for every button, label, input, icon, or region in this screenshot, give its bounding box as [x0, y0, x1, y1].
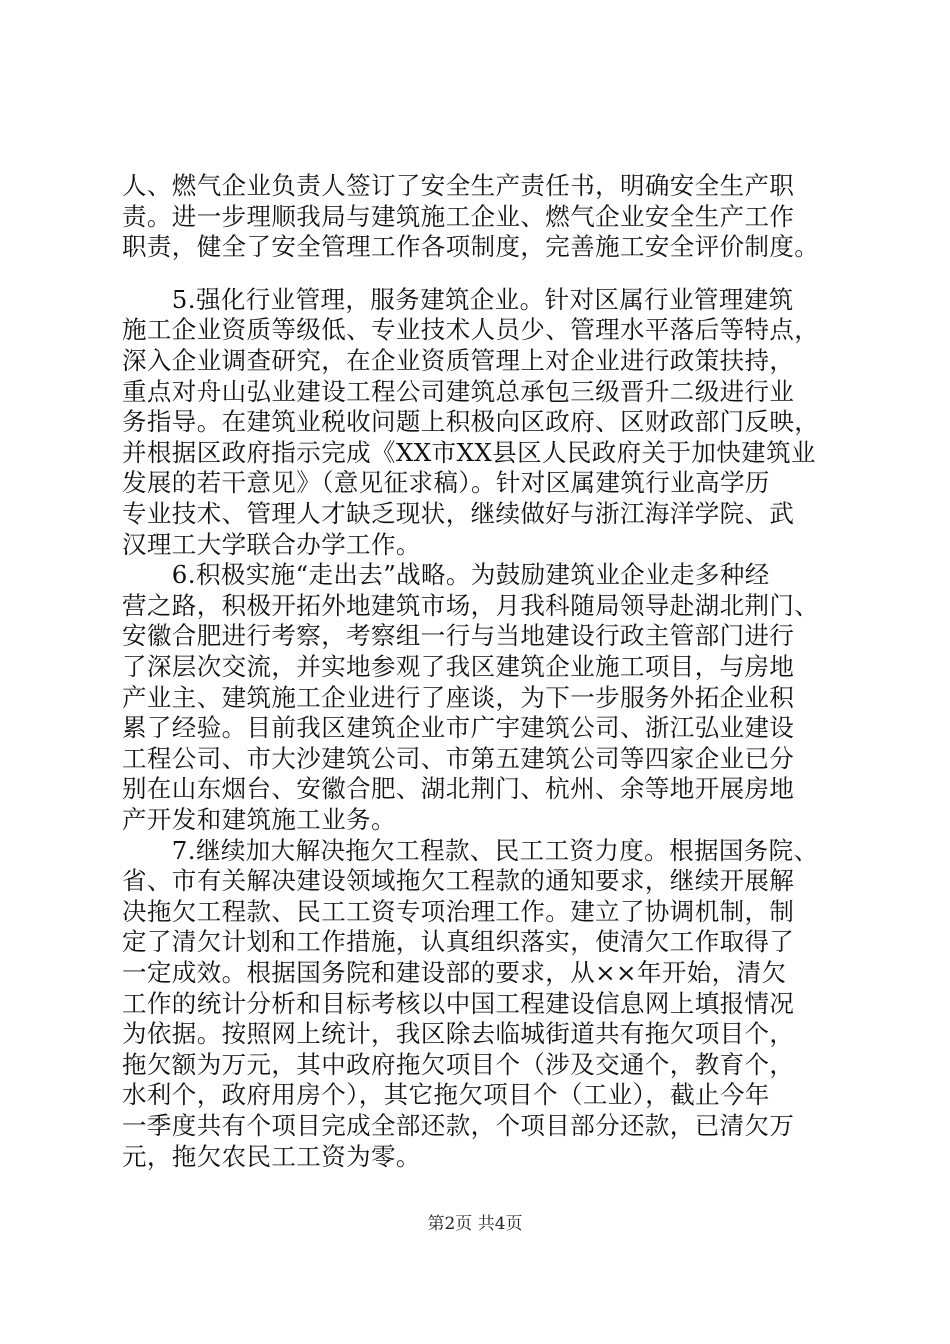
text-line: 重点对舟山弘业建设工程公司建筑总承包三级晋升二级进行业: [122, 376, 795, 406]
text-line: 专业技术、管理人才缺乏现状，继续做好与浙江海洋学院、武: [122, 499, 795, 528]
text-line: 一定成效。根据国务院和建设部的要求，从××年开始，清欠: [122, 958, 787, 987]
text-line: 定了清欠计划和工作措施，认真组织落实，使清欠工作取得了: [122, 927, 795, 957]
text-line: 5.强化行业管理，服务建筑企业。针对区属行业管理建筑: [122, 284, 794, 314]
text-line: 职责，健全了安全管理工作各项制度，完善施工安全评价制度。: [122, 232, 820, 262]
text-line: 施工企业资质等级低、专业技术人员少、管理水平落后等特点，: [122, 315, 820, 345]
text-line: 为依据。按照网上统计，我区除去临城街道共有拖欠项目个，: [122, 1019, 795, 1049]
text-line: 发展的若干意见》（意见征求稿）。针对区属建筑行业高学历: [122, 468, 770, 498]
text-line: 拖欠额为万元，其中政府拖欠项目个（涉及交通个，教育个，: [122, 1049, 795, 1079]
text-line: 决拖欠工程款、民工工资专项治理工作。建立了协调机制，制: [122, 896, 795, 926]
text-line: 7.继续加大解决拖欠工程款、民工工资力度。根据国务院、: [122, 835, 819, 865]
text-line: 了深层次交流，并实地参观了我区建筑企业施工项目，与房地: [122, 652, 795, 681]
text-line: 务指导。在建筑业税收问题上积极向区政府、区财政部门反映，: [122, 407, 820, 437]
text-line: 累了经验。目前我区建筑企业市广宇建筑公司、浙江弘业建设: [122, 713, 795, 743]
text-line: 汉理工大学联合办学工作。: [122, 529, 421, 559]
text-line: 并根据区政府指示完成《XX市XX县区人民政府关于加快建筑业: [122, 437, 816, 467]
text-line: 产业主、建筑施工企业进行了座谈，为下一步服务外拓企业积: [122, 682, 795, 712]
text-line: 元，拖欠农民工工资为零。: [122, 1141, 421, 1171]
text-line: 别在山东烟台、安徽合肥、湖北荆门、杭州、余等地开展房地: [122, 774, 795, 804]
text-line: 责。进一步理顺我局与建筑施工企业、燃气企业安全生产工作: [122, 201, 795, 231]
text-line: 工作的统计分析和目标考核以中国工程建设信息网上填报情况: [122, 988, 795, 1018]
text-line: 水利个，政府用房个），其它拖欠项目个（工业），截止今年: [122, 1080, 770, 1110]
text-line: 6.积极实施“走出去”战略。为鼓励建筑业企业走多种经: [122, 560, 770, 590]
text-line: 产开发和建筑施工业务。: [122, 805, 396, 834]
text-line: 人、燃气企业负责人签订了安全生产责任书，明确安全生产职: [122, 171, 795, 200]
text-line: 深入企业调查研究，在企业资质管理上对企业进行政策扶持，: [122, 346, 795, 375]
page-footer: 第2页 共4页: [427, 1214, 523, 1234]
text-line: 安徽合肥进行考察，考察组一行与当地建设行政主管部门进行: [122, 621, 795, 651]
text-line: 营之路，积极开拓外地建筑市场，月我科随局领导赴湖北荆门、: [122, 590, 820, 620]
text-line: 一季度共有个项目完成全部还款，个项目部分还款，已清欠万: [122, 1111, 795, 1140]
text-line: 省、市有关解决建设领域拖欠工程款的通知要求，继续开展解: [122, 866, 795, 896]
text-line: 工程公司、市大沙建筑公司、市第五建筑公司等四家企业已分: [122, 743, 795, 773]
